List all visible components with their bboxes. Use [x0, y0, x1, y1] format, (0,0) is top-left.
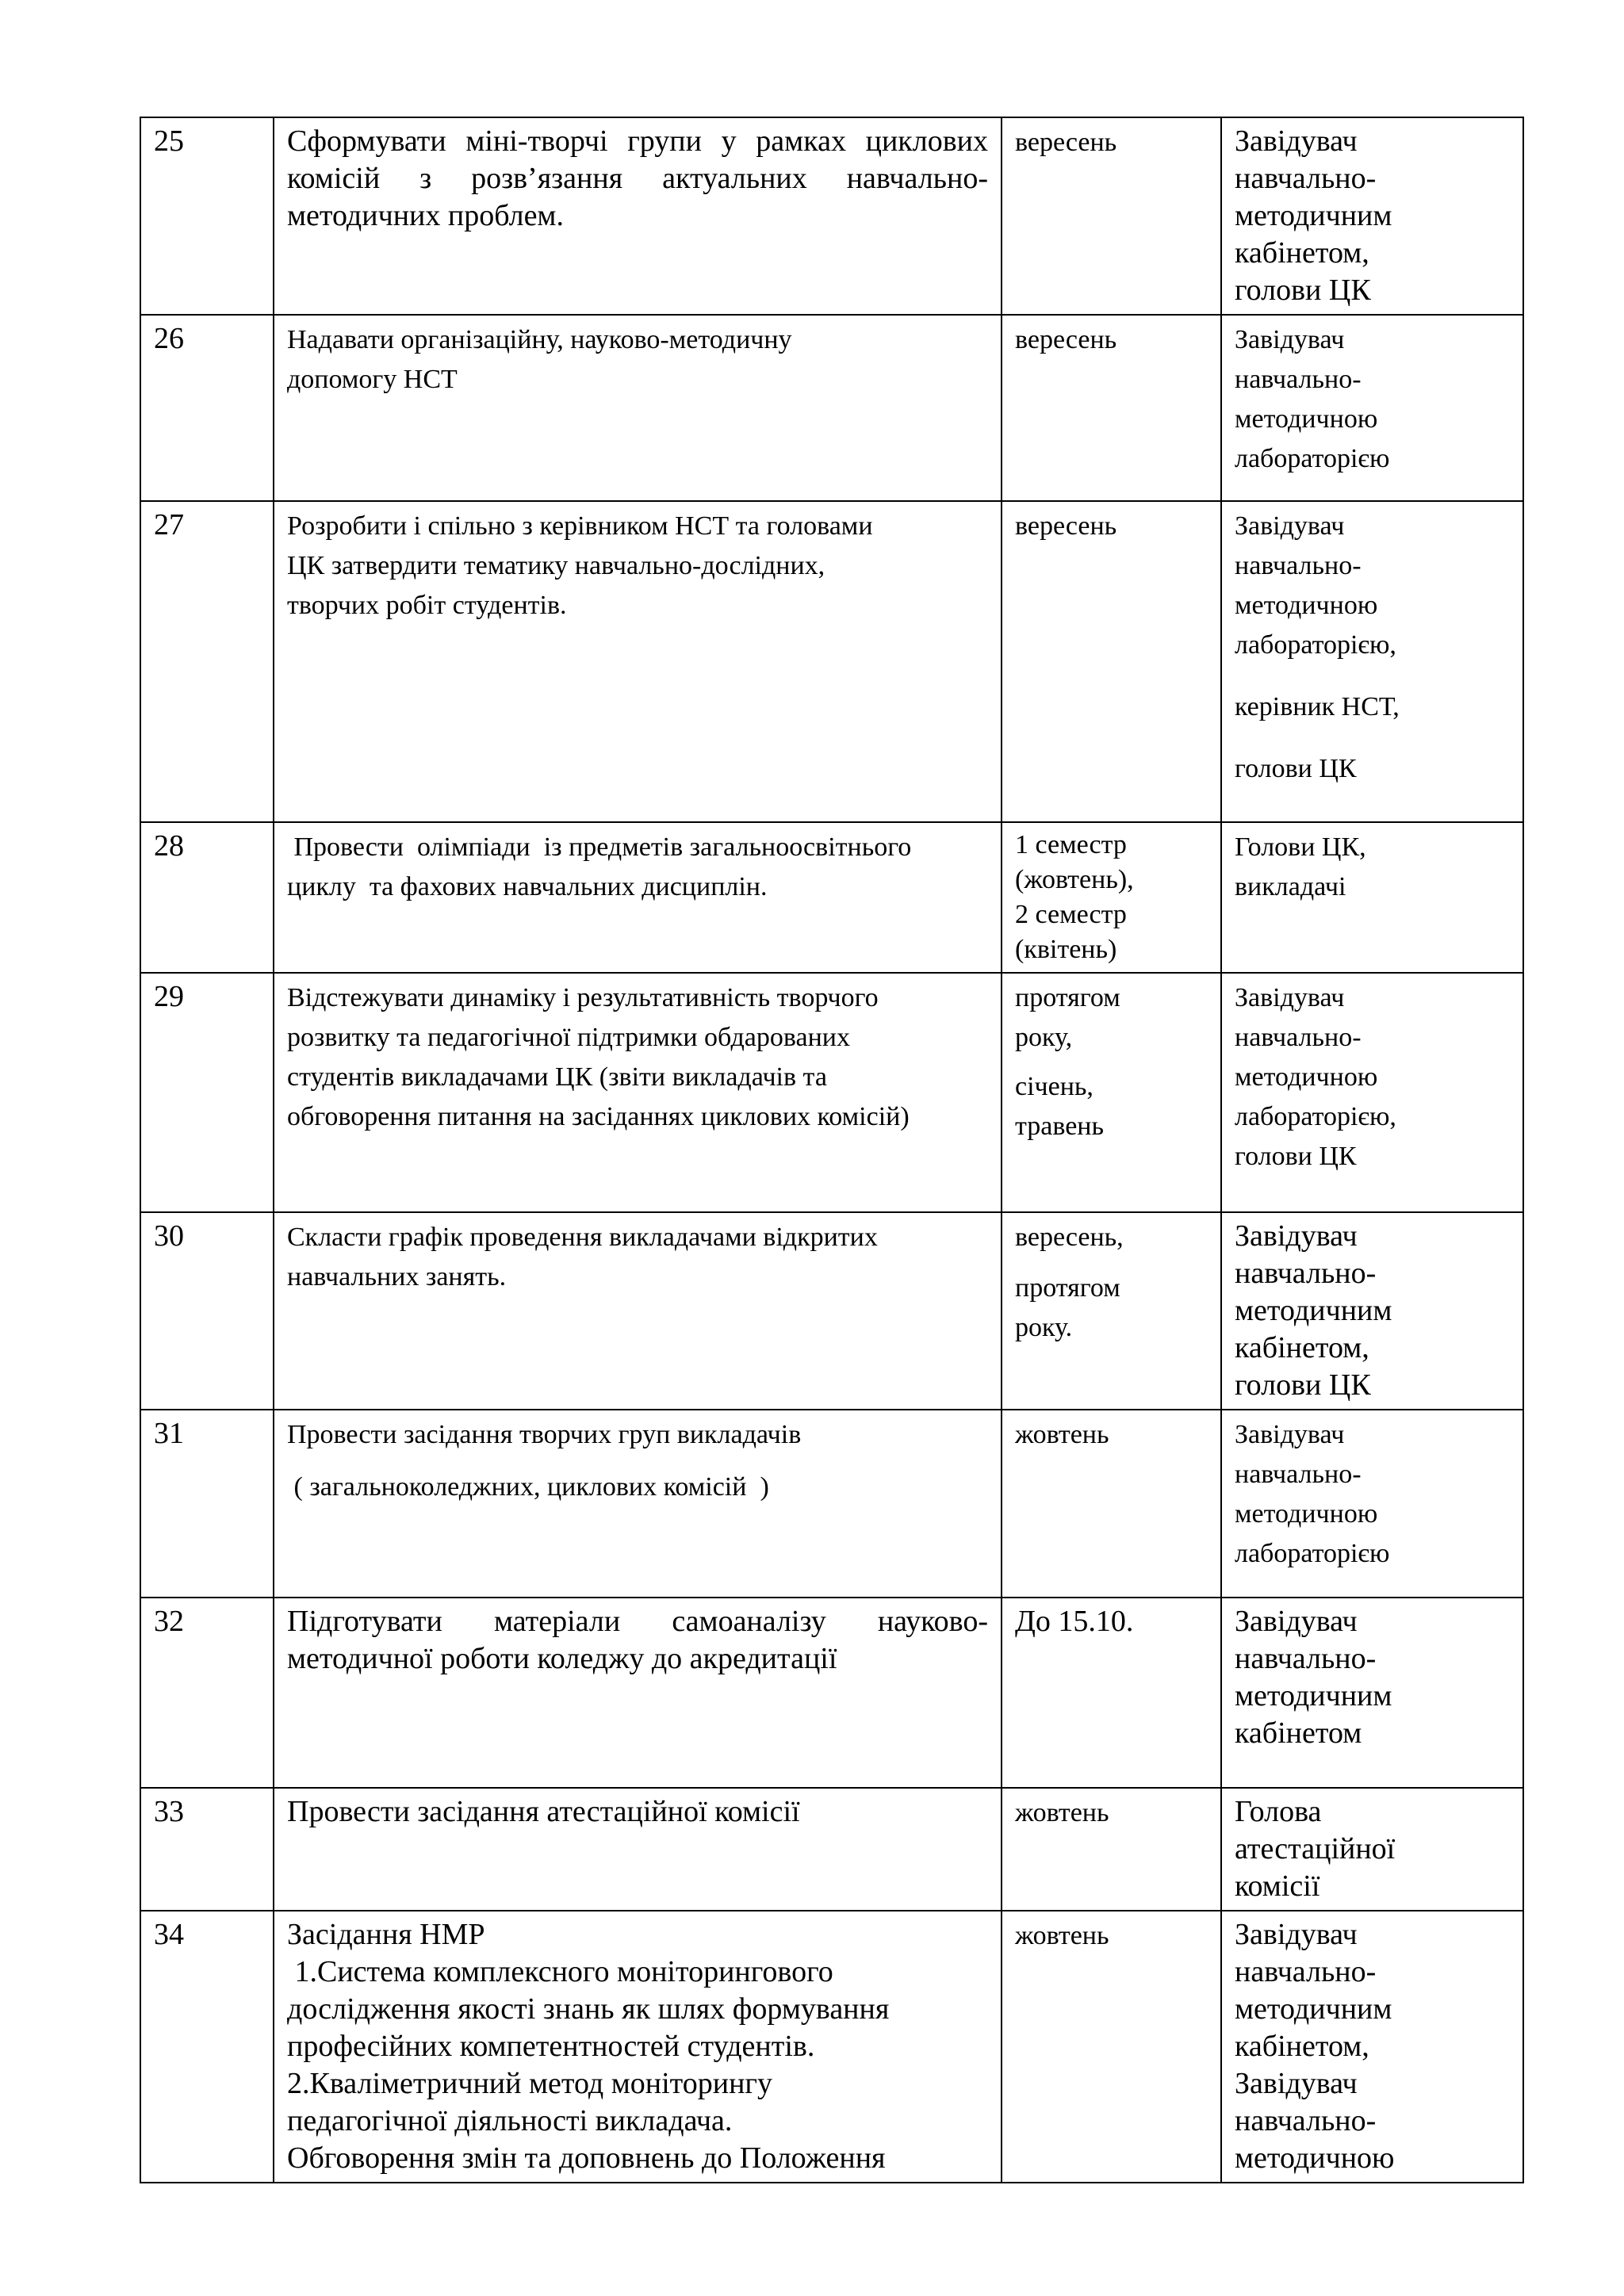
responsible-line: навчально-: [1235, 1955, 1377, 1988]
responsible-line: Голова: [1235, 1795, 1322, 1828]
table-row: [140, 1212, 1523, 1410]
row-number: 34: [140, 1911, 274, 2183]
responsible-line: Завідувач: [1235, 1605, 1358, 1638]
responsible-line: Завідувач: [1235, 983, 1345, 1012]
responsible-cell: [1221, 1598, 1523, 1788]
responsible-line: навчально-: [1235, 1023, 1362, 1052]
task-line: професійних компетентностей студентів.: [287, 2030, 815, 2063]
responsible-cell: [1221, 973, 1523, 1212]
row-number: 33: [140, 1788, 274, 1911]
table-row: [140, 1598, 1523, 1788]
responsible-line: навчально-: [1235, 365, 1362, 394]
responsible-cell: [1221, 501, 1523, 822]
responsible-line: комісії: [1235, 1869, 1320, 1903]
term-line: вересень: [1015, 128, 1117, 157]
task-cell: [274, 973, 1002, 1212]
task-line: Обговорення змін та доповнень до Положення: [287, 2141, 886, 2175]
responsible-cell: [1221, 117, 1523, 315]
responsible-line: методичною: [1235, 2141, 1395, 2175]
row-number: 26: [140, 315, 274, 501]
task-line: 1.Система комплексного моніторингового: [287, 1955, 833, 1988]
task-cell: [274, 501, 1002, 822]
task-line: навчальних занять.: [287, 1262, 507, 1292]
responsible-line: методичним: [1235, 1294, 1392, 1327]
table-row: [140, 1788, 1523, 1911]
responsible-line: керівник НСТ,: [1235, 692, 1400, 721]
row-number: 31: [140, 1410, 274, 1598]
term-line: року,: [1015, 1023, 1073, 1052]
term-cell: [1002, 117, 1221, 315]
responsible-line: голови ЦК: [1235, 1142, 1357, 1171]
task-line: Надавати організаційну, науково-методичну: [287, 325, 792, 354]
responsible-line: методичним: [1235, 1679, 1392, 1712]
task-cell: [274, 1212, 1002, 1410]
task-line: педагогічної діяльності викладача.: [287, 2104, 733, 2137]
responsible-line: Завідувач: [1235, 124, 1358, 158]
task-cell: [274, 1410, 1002, 1598]
table-row: [140, 315, 1523, 501]
table-row: [140, 1410, 1523, 1598]
responsible-line: кабінетом: [1235, 1716, 1362, 1750]
responsible-line: лабораторією,: [1235, 1102, 1396, 1131]
responsible-line: Завідувач: [1235, 1420, 1345, 1449]
term-line: року.: [1015, 1313, 1073, 1342]
task-text: Сформувати міні-творчі групи у рамках циклових комісій з розв’язання актуальних навчально-методичних проблем.: [287, 124, 988, 232]
responsible-line: методичним: [1235, 1992, 1392, 2026]
responsible-line: навчально-: [1235, 1642, 1377, 1675]
responsible-cell: [1221, 1212, 1523, 1410]
table-row: [140, 117, 1523, 315]
term-cell: [1002, 822, 1221, 973]
responsible-line: методичною: [1235, 1499, 1378, 1529]
responsible-line: Голови ЦК,: [1235, 832, 1366, 862]
task-line: Засідання НМР: [287, 1918, 485, 1951]
term-line: січень,: [1015, 1072, 1094, 1101]
responsible-line: навчально-: [1235, 162, 1377, 195]
responsible-line: Завідувач: [1235, 1219, 1358, 1253]
responsible-line: голови ЦК: [1235, 1368, 1371, 1402]
table-row: [140, 1911, 1523, 2183]
row-number: 30: [140, 1212, 274, 1410]
responsible-line: Завідувач: [1235, 511, 1345, 541]
task-line: студентів викладачами ЦК (звіти викладачів та: [287, 1062, 827, 1092]
term-line: вересень: [1015, 511, 1117, 541]
task-line: Розробити і спільно з керівником НСТ та головами: [287, 511, 873, 541]
responsible-line: лабораторією: [1235, 1539, 1390, 1568]
task-line: ( загальноколеджних, циклових комісій ): [287, 1472, 769, 1502]
responsible-line: методичною: [1235, 1062, 1378, 1092]
responsible-line: лабораторією,: [1235, 630, 1396, 660]
term-line: 1 семестр: [1015, 830, 1127, 859]
responsible-cell: [1221, 1911, 1523, 2183]
responsible-line: Завідувач: [1235, 1918, 1358, 1951]
term-line: (квітень): [1015, 935, 1117, 964]
task-line: творчих робіт студентів.: [287, 591, 567, 620]
responsible-line: навчально-: [1235, 551, 1362, 580]
row-number: 29: [140, 973, 274, 1212]
term-line: жовтень: [1015, 1921, 1109, 1950]
term-cell: [1002, 1410, 1221, 1598]
responsible-cell: [1221, 315, 1523, 501]
responsible-cell: [1221, 822, 1523, 973]
responsible-line: навчально-: [1235, 2104, 1377, 2137]
responsible-line: навчально-: [1235, 1257, 1377, 1290]
table-row: [140, 973, 1523, 1212]
responsible-line: атестаційної: [1235, 1832, 1396, 1866]
responsible-line: навчально-: [1235, 1460, 1362, 1489]
term-cell: [1002, 315, 1221, 501]
row-number: 32: [140, 1598, 274, 1788]
term-line: протягом: [1015, 983, 1120, 1012]
task-cell: [274, 1598, 1002, 1788]
term-cell: [1002, 973, 1221, 1212]
task-cell: [274, 1911, 1002, 2183]
responsible-line: викладачі: [1235, 872, 1346, 901]
task-cell: [274, 315, 1002, 501]
table-row: [140, 822, 1523, 973]
task-cell: [274, 822, 1002, 973]
task-line: ЦК затвердити тематику навчально-дослідних,: [287, 551, 825, 580]
term-cell: [1002, 501, 1221, 822]
row-number: 27: [140, 501, 274, 822]
term-cell: [1002, 1788, 1221, 1911]
responsible-cell: [1221, 1410, 1523, 1598]
term-line: протягом: [1015, 1273, 1120, 1303]
task-cell: [274, 1788, 1002, 1911]
task-line: Скласти графік проведення викладачами відкритих: [287, 1223, 878, 1252]
responsible-cell: [1221, 1788, 1523, 1911]
term-cell: [1002, 1212, 1221, 1410]
task-line: розвитку та педагогічної підтримки обдарованих: [287, 1023, 850, 1052]
task-line: Провести засідання творчих груп викладачів: [287, 1420, 802, 1449]
task-line: допомогу НСТ: [287, 365, 458, 394]
responsible-line: кабінетом,: [1235, 2030, 1369, 2063]
responsible-line: голови ЦК: [1235, 754, 1357, 783]
task-line: обговорення питання на засіданнях циклових комісій): [287, 1102, 910, 1131]
responsible-line: кабінетом,: [1235, 1331, 1369, 1364]
responsible-line: голови ЦК: [1235, 274, 1371, 307]
term-line: вересень: [1015, 325, 1117, 354]
responsible-line: кабінетом,: [1235, 236, 1369, 270]
responsible-line: методичним: [1235, 199, 1392, 232]
task-line: Відстежувати динаміку і результативність творчого: [287, 983, 879, 1012]
responsible-line: Завідувач: [1235, 2067, 1358, 2100]
task-cell: [274, 117, 1002, 315]
term-cell: [1002, 1911, 1221, 2183]
term-line: травень: [1015, 1112, 1105, 1141]
task-line: циклу та фахових навчальних дисциплін.: [287, 872, 768, 901]
term-line: вересень,: [1015, 1223, 1124, 1252]
work-plan-table: [140, 117, 1524, 2183]
responsible-line: методичною: [1235, 404, 1378, 434]
table-row: [140, 501, 1523, 822]
responsible-line: Завідувач: [1235, 325, 1345, 354]
term-line: До 15.10.: [1015, 1605, 1134, 1638]
term-line: жовтень: [1015, 1798, 1109, 1827]
responsible-line: лабораторією: [1235, 444, 1390, 473]
row-number: 25: [140, 117, 274, 315]
task-text: Підготувати матеріали самоаналізу науково-методичної роботи коледжу до акредитації: [287, 1605, 988, 1675]
task-line: дослідження якості знань як шлях формування: [287, 1992, 890, 2026]
task-line: Провести олімпіади із предметів загальноосвітнього: [287, 832, 912, 862]
term-line: 2 семестр: [1015, 900, 1127, 929]
row-number: 28: [140, 822, 274, 973]
task-line: 2.Кваліметричний метод моніторингу: [287, 2067, 773, 2100]
responsible-line: методичною: [1235, 591, 1378, 620]
term-cell: [1002, 1598, 1221, 1788]
term-line: (жовтень),: [1015, 865, 1134, 894]
task-line: Провести засідання атестаційної комісії: [287, 1795, 800, 1828]
term-line: жовтень: [1015, 1420, 1109, 1449]
